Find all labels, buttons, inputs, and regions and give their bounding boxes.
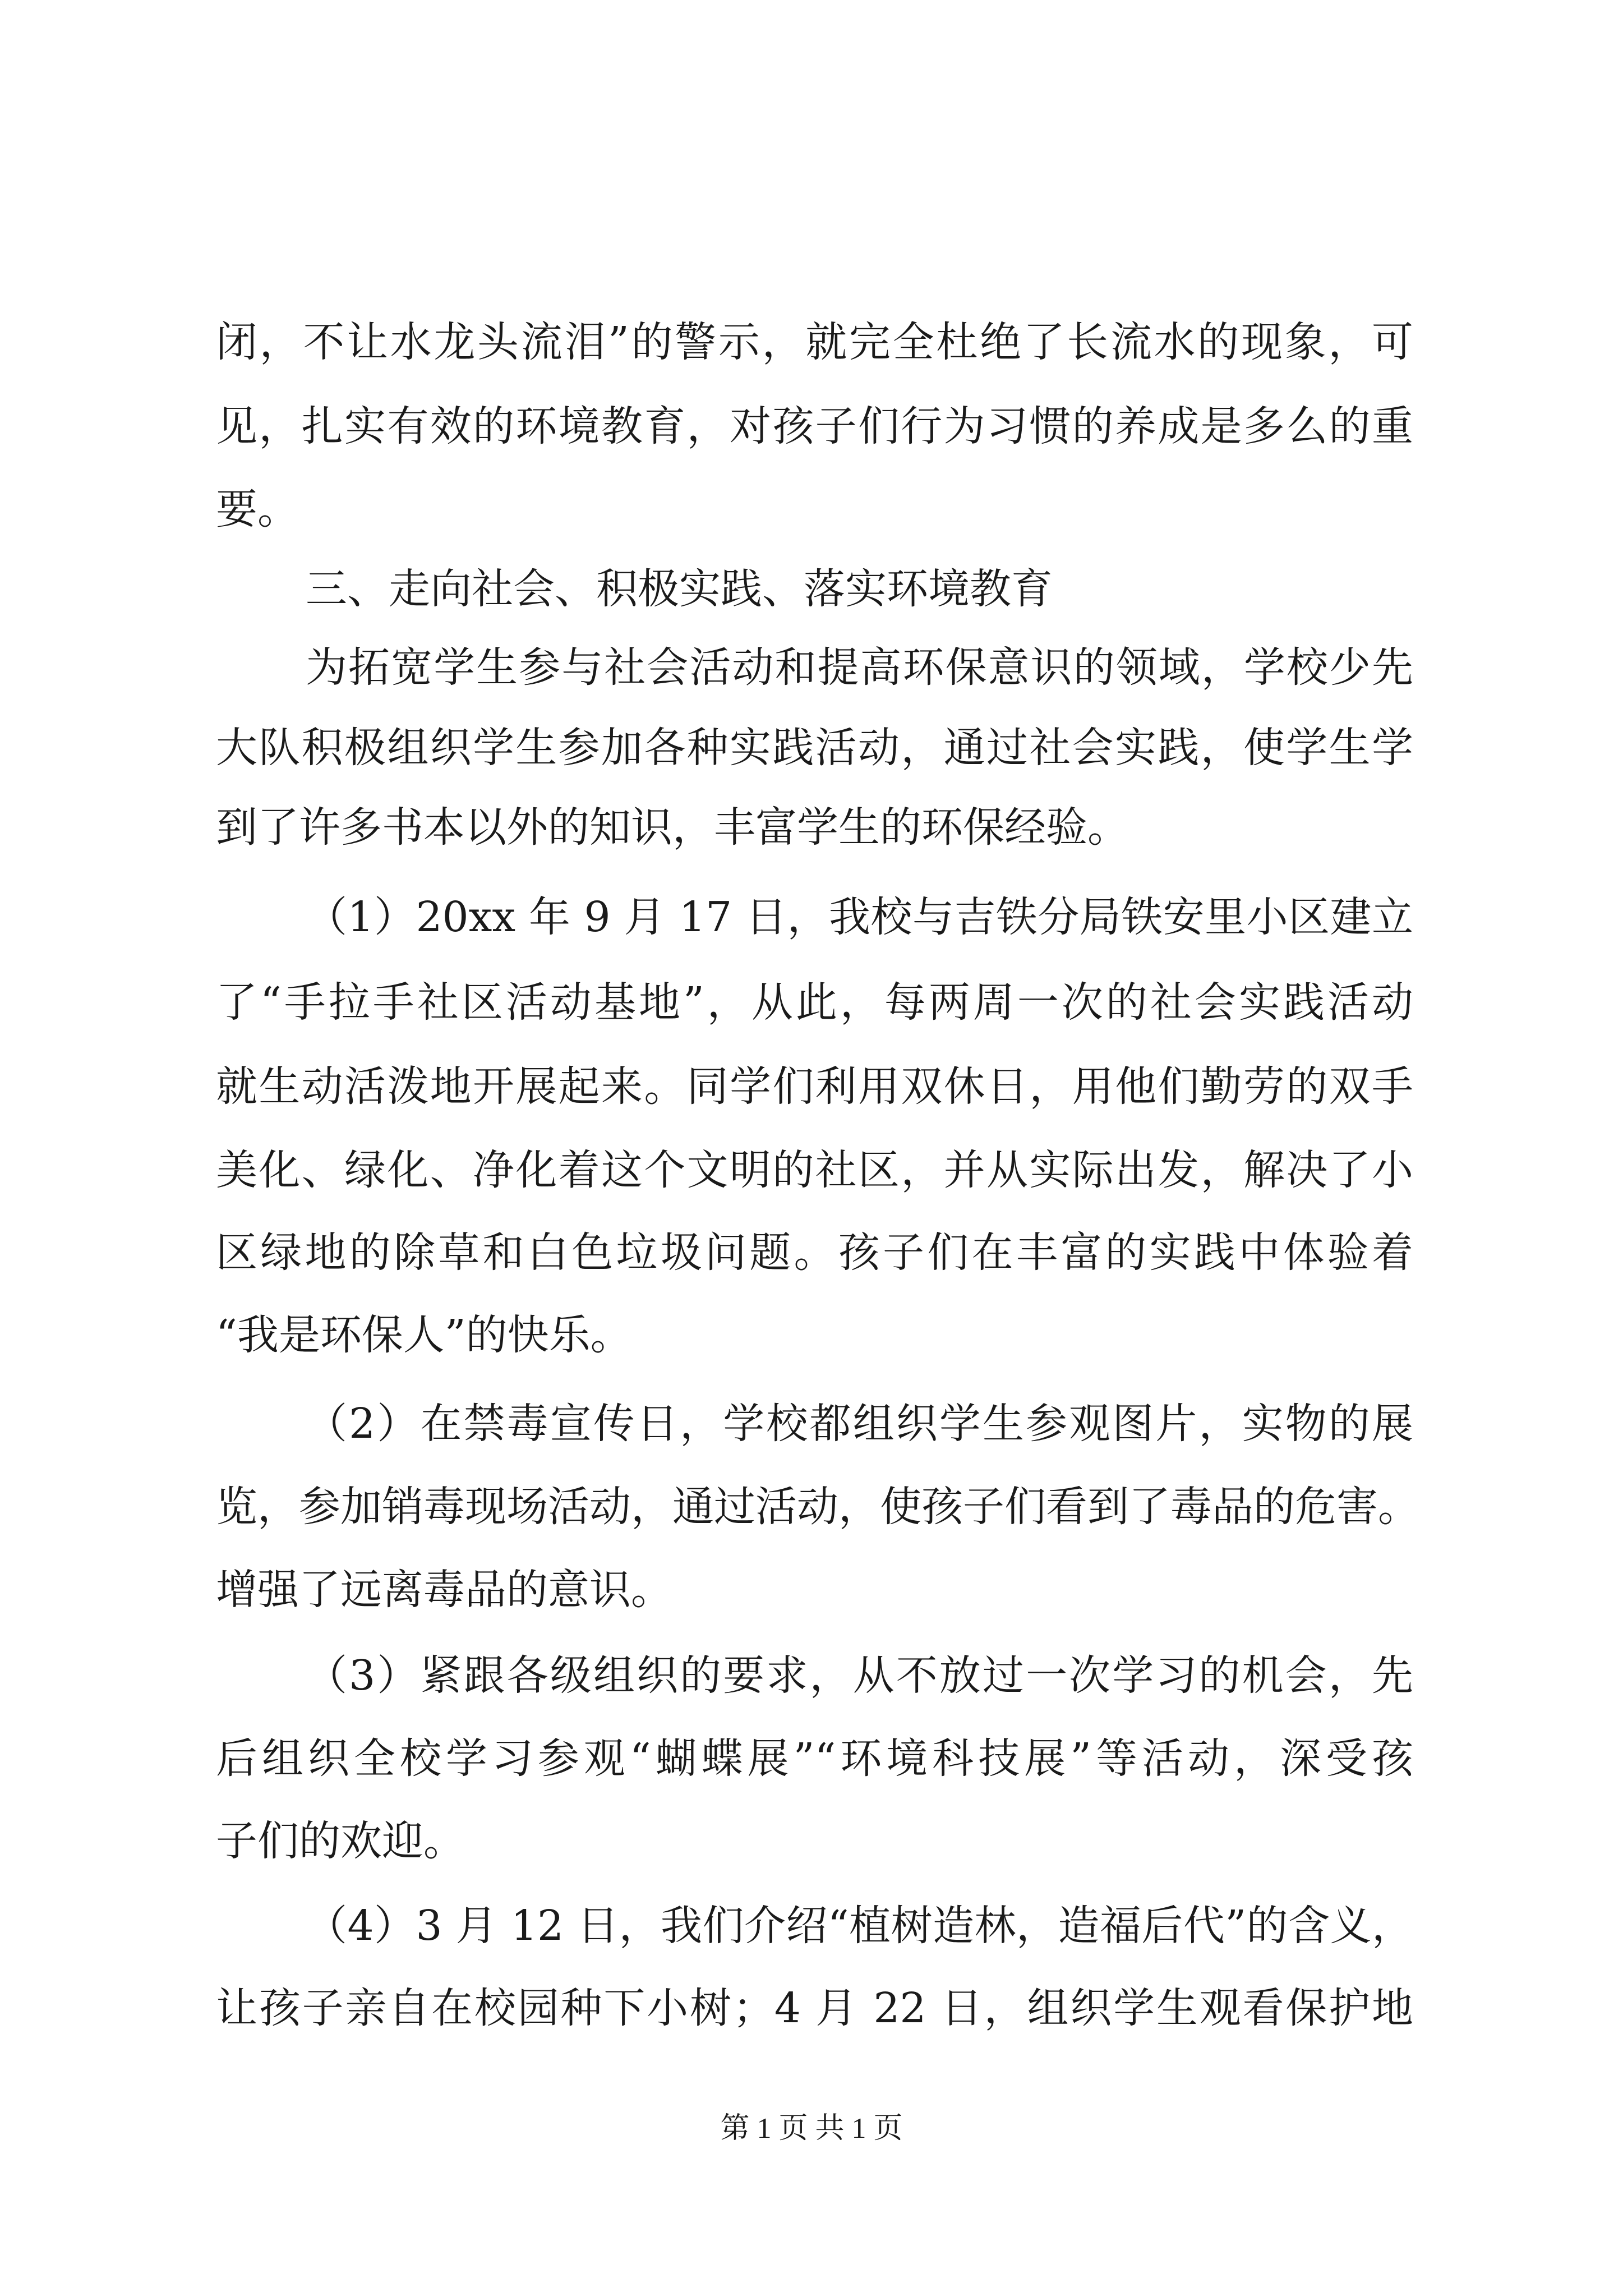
text-line: 就生动活泼地开展起来。同学们利用双休日，用他们勤劳的双手 <box>216 1062 1413 1111</box>
text-line: 增强了远离毒品的意识。 <box>216 1566 672 1614</box>
text-line: 让孩子亲自在校园种下小树；4 月 22 日，组织学生观看保护地 <box>216 1984 1413 2032</box>
section-heading: 三、走向社会、积极实践、落实环境教育 <box>306 565 1053 613</box>
text-line: 子们的欢迎。 <box>216 1817 465 1865</box>
text-line: 闭，不让水龙头流泪”的警示，就完全杜绝了长流水的现象，可 <box>216 318 1413 366</box>
text-line: 区绿地的除草和白色垃圾问题。孩子们在丰富的实践中体验着 <box>216 1228 1413 1277</box>
text-line: （4）3 月 12 日，我们介绍“植树造林，造福后代”的含义， <box>306 1902 1413 1950</box>
text-line: 览，参加销毒现场活动，通过活动，使孩子们看到了毒品的危害。 <box>216 1483 1419 1531</box>
page-footer: 第 1 页 共 1 页 <box>720 2113 903 2145</box>
text-line: （3）紧跟各级组织的要求，从不放过一次学习的机会，先 <box>306 1651 1413 1700</box>
text-line: 要。 <box>216 485 299 533</box>
text-line: 为拓宽学生参与社会活动和提高环保意识的领域，学校少先 <box>306 643 1413 692</box>
text-line: 大队积极组织学生参加各种实践活动，通过社会实践，使学生学 <box>216 724 1413 772</box>
text-line: 美化、绿化、净化着这个文明的社区，并从实际出发，解决了小 <box>216 1146 1413 1194</box>
text-line: （2）在禁毒宣传日，学校都组织学生参观图片，实物的展 <box>306 1400 1413 1448</box>
text-line: 了“手拉手社区活动基地”，从此，每两周一次的社会实践活动 <box>216 978 1413 1027</box>
text-line: “我是环保人”的快乐。 <box>216 1311 632 1359</box>
text-line: 后组织全校学习参观“蝴蝶展”“环境科技展”等活动，深受孩 <box>216 1734 1413 1783</box>
text-line: （1）20xx 年 9 月 17 日，我校与吉铁分局铁安里小区建立 <box>306 893 1413 941</box>
text-line: 到了许多书本以外的知识，丰富学生的环保经验。 <box>216 803 1129 852</box>
text-line: 见，扎实有效的环境教育，对孩子们行为习惯的养成是多么的重 <box>216 402 1413 450</box>
